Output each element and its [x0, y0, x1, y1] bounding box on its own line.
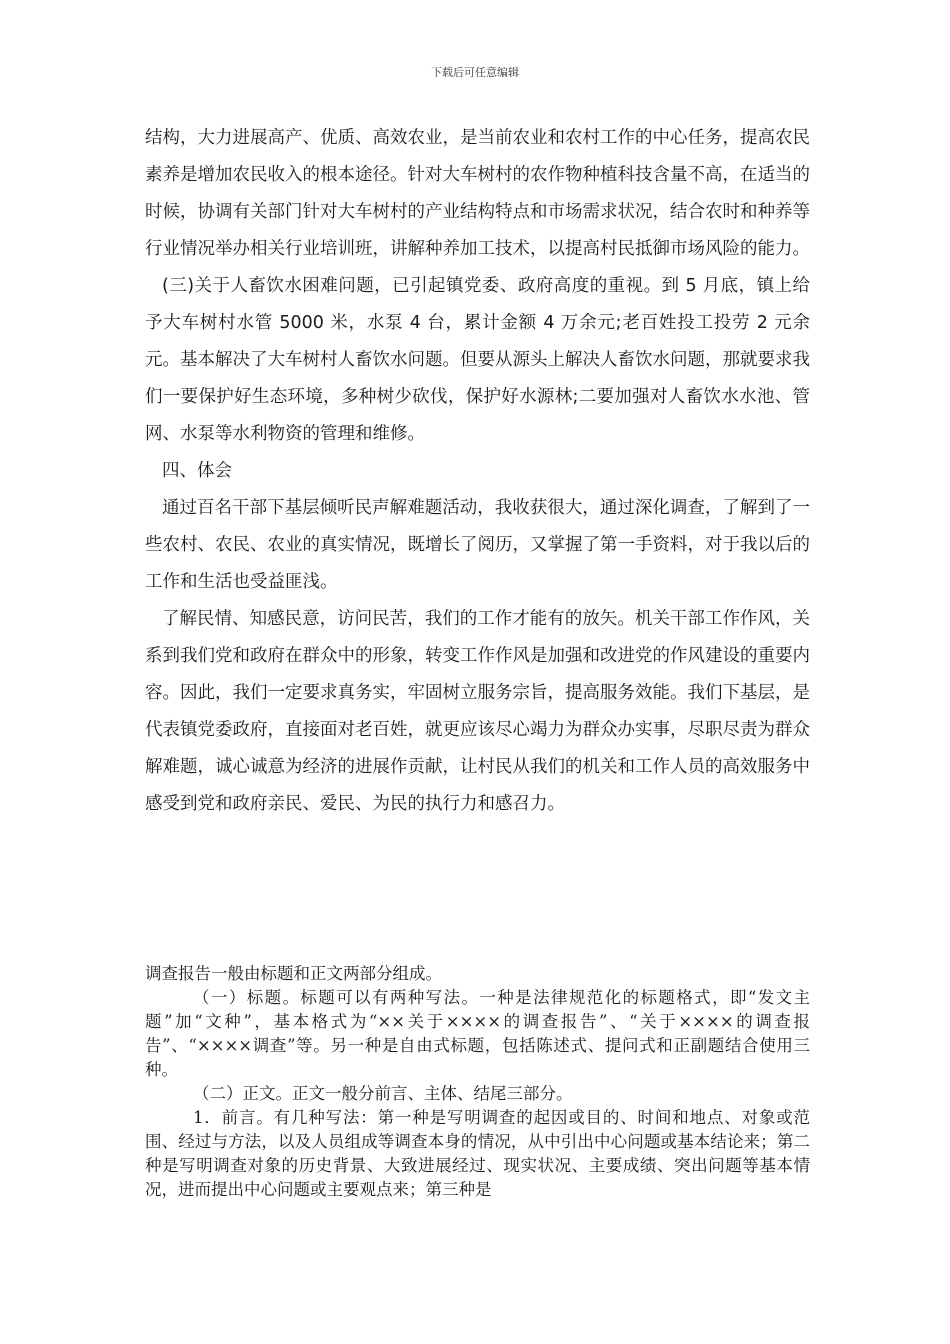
paragraph: 通过百名干部下基层倾听民声解难题活动，我收获很大，通过深化调查，了解到了一些农村、农民、农业的真实情况，既增长了阅历，又掌握了第一手资料，对于我以后的工作和生活也受益匪浅。 [145, 498, 810, 592]
appendix-paragraph: 调查报告一般由标题和正文两部分组成。 [145, 964, 442, 983]
paragraph: 了解民情、知感民意，访问民苦，我们的工作才能有的放矢。机关干部工作作风，关系到我们党和政府在群众中的形象，转变工作作风是加强和改进党的作风建设的重要内容。因此，我们一定要求真务实，牢固树立服务宗旨，提高服务效能。我们下基层，是代表镇党委政府，直接面对老百姓，就更应该尽心竭力为群众办实事，尽职尽责为群众解难题，诚心诚意为经济的进展作贡献，让村民从我们的机关和工作人员的高效服务中感受到党和政府亲民、爱民、为民的执行力和感召力。 [145, 609, 810, 814]
appendix-paragraph: （一）标题。标题可以有两种写法。一种是法律规范化的标题格式，即“发文主题”加“文种”，基本格式为“××关于××××的调查报告”、“关于××××的调查报告”、“××××调查”等。另一种是自由式标题，包括陈述式、提问式和正副题结合使用三种。 [145, 988, 810, 1079]
appendix-paragraph: （二）正文。正文一般分前言、主体、结尾三部分。 [193, 1084, 573, 1103]
paragraph: 结构，大力进展高产、优质、高效农业，是当前农业和农村工作的中心任务，提高农民素养是增加农民收入的根本途径。针对大车树村的农作物种植科技含量不高，在适当的时候，协调有关部门针对大车树村的产业结构特点和市场需求状况，结合农时和种养等行业情况举办相关行业培训班，讲解种养加工技术，以提高村民抵御市场风险的能力。 [145, 128, 810, 259]
document-body [145, 120, 810, 823]
page-header: 下载后可任意编辑 [431, 66, 519, 79]
paragraph: (三)关于人畜饮水困难问题，已引起镇党委、政府高度的重视。到 5 月底，镇上给予大车树村水管 5000 米，水泵 4 台，累计金额 4 万余元;老百姓投工投劳 2 元余元。基本解决了大车树村人畜饮水问题。但要从源头上解决人畜饮水问题，那就要求我们一要保护好生态环境，多种树少砍伐，保护好水源林;二要加强对人畜饮水水池、管网、水泵等水利物资的管理和维修。 [145, 276, 810, 444]
appendix-paragraph: 1．前言。有几种写法：第一种是写明调查的起因或目的、时间和地点、对象或范围、经过与方法，以及人员组成等调查本身的情况，从中引出中心问题或基本结论来；第二种是写明调查对象的历史背景、大致进展经过、现实状况、主要成绩、突出问题等基本情况，进而提出中心问题或主要观点来；第三种是 [145, 1108, 810, 1199]
appendix-notes [145, 962, 810, 1202]
section-heading: 四、体会 [162, 461, 232, 481]
